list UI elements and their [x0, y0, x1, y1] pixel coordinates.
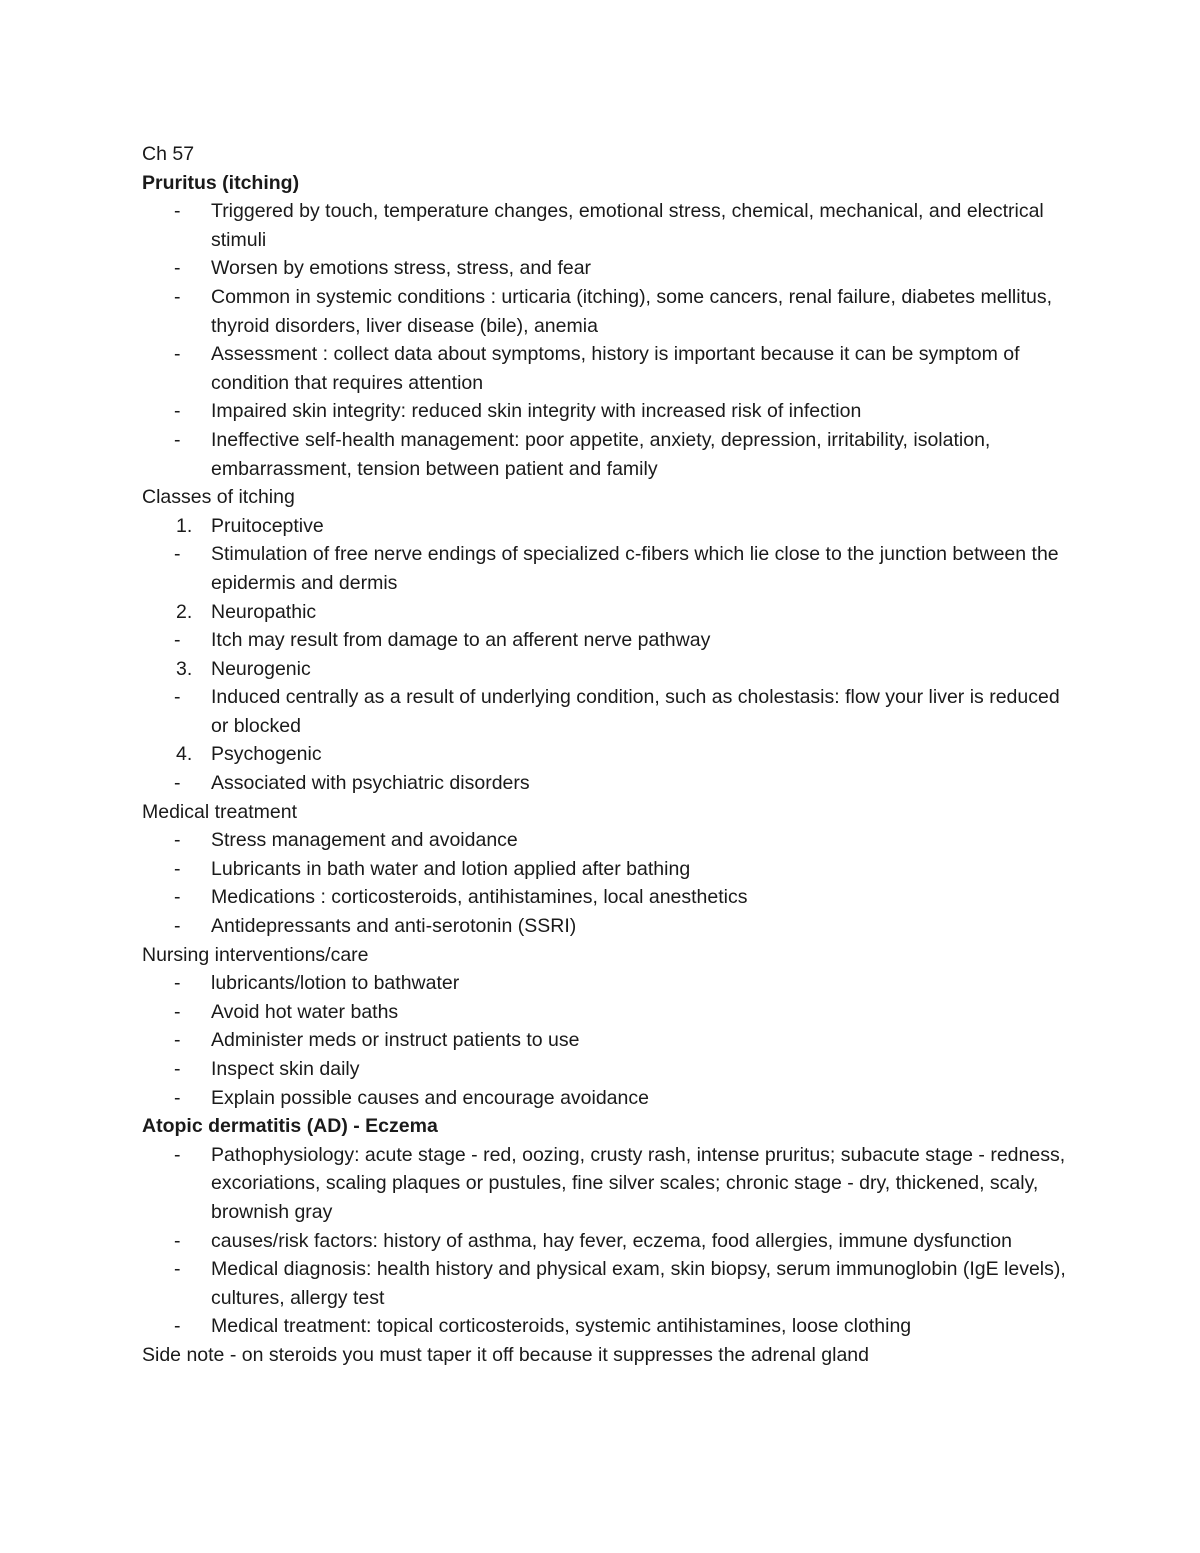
- bullet-dash: -: [174, 1086, 181, 1109]
- medical-treatment-list: [142, 826, 1082, 940]
- item-number: 4.: [176, 743, 193, 766]
- list-item: - Stimulation of free nerve endings of specialized c-fibers which lie close to the junction between the epidermis and dermis: [142, 540, 1082, 597]
- bullet-dash: -: [174, 1029, 181, 1052]
- numbered-item: 2. Neuropathic: [142, 598, 1082, 627]
- list-item: - Impaired skin integrity: reduced skin integrity with increased risk of infection: [142, 397, 1082, 426]
- list-item: - Ineffective self-health management: poor appetite, anxiety, depression, irritability, isolation, embarrassment, tension between patient and family: [142, 426, 1082, 483]
- item-number: 1.: [176, 514, 193, 537]
- bullet-dash: -: [174, 686, 181, 709]
- bullet-dash: -: [174, 886, 181, 909]
- section-heading-nursing: Nursing interventions/care: [142, 943, 369, 966]
- bullet-dash: -: [174, 857, 181, 880]
- classes-list: [142, 512, 1082, 798]
- nursing-list: [142, 969, 1082, 1112]
- list-item: - Lubricants in bath water and lotion applied after bathing: [142, 855, 1082, 884]
- list-item: - Pathophysiology: acute stage - red, oozing, crusty rash, intense pruritus; subacute stage - redness, excoriations, scaling plaques or pustules, fine silver scales; chronic stage - dry, thickened, scaly, brownish gray: [142, 1141, 1082, 1227]
- list-item: - Medical treatment: topical corticosteroids, systemic antihistamines, loose clothing: [142, 1312, 1082, 1341]
- bullet-dash: -: [174, 400, 181, 423]
- list-item: - lubricants/lotion to bathwater: [142, 969, 1082, 998]
- section-heading-atopic-dermatitis: Atopic dermatitis (AD) - Eczema: [142, 1115, 438, 1138]
- bullet-dash: -: [174, 543, 181, 566]
- item-number: 2.: [176, 600, 193, 623]
- list-item: - Itch may result from damage to an afferent nerve pathway: [142, 626, 1082, 655]
- document-body: [142, 140, 1082, 1370]
- section-heading-medical-treatment: Medical treatment: [142, 800, 297, 823]
- chapter-label: Ch 57: [142, 143, 195, 165]
- bullet-dash: -: [174, 1000, 181, 1023]
- bullet-dash: -: [174, 428, 181, 451]
- list-item: - causes/risk factors: history of asthma, hay fever, eczema, food allergies, immune dysfunction: [142, 1227, 1082, 1256]
- list-item: - Inspect skin daily: [142, 1055, 1082, 1084]
- bullet-dash: -: [174, 1143, 181, 1166]
- bullet-dash: -: [174, 829, 181, 852]
- list-item: - Avoid hot water baths: [142, 998, 1082, 1027]
- bullet-dash: -: [174, 1315, 181, 1338]
- numbered-item: 3. Neurogenic: [142, 655, 1082, 684]
- list-item: - Stress management and avoidance: [142, 826, 1082, 855]
- bullet-dash: -: [174, 629, 181, 652]
- list-item: - Triggered by touch, temperature changes, emotional stress, chemical, mechanical, and electrical stimuli: [142, 197, 1082, 254]
- side-note: Side note - on steroids you must taper it off because it suppresses the adrenal gland: [142, 1343, 869, 1366]
- bullet-dash: -: [174, 1258, 181, 1281]
- item-number: 3.: [176, 657, 193, 680]
- section-heading-classes: Classes of itching: [142, 486, 295, 509]
- list-item: - Associated with psychiatric disorders: [142, 769, 1082, 798]
- bullet-dash: -: [174, 200, 181, 223]
- list-item: - Worsen by emotions stress, stress, and fear: [142, 254, 1082, 283]
- list-item: - Antidepressants and anti-serotonin (SSRI): [142, 912, 1082, 941]
- bullet-dash: -: [174, 915, 181, 938]
- list-item: - Assessment : collect data about symptoms, history is important because it can be symptom of condition that requires attention: [142, 340, 1082, 397]
- list-item: - Common in systemic conditions : urticaria (itching), some cancers, renal failure, diabetes mellitus, thyroid disorders, liver disease (bile), anemia: [142, 283, 1082, 340]
- bullet-dash: -: [174, 1058, 181, 1080]
- bullet-dash: -: [174, 257, 181, 280]
- bullet-dash: -: [174, 285, 181, 308]
- pruritus-list: [142, 197, 1082, 483]
- bullet-dash: -: [174, 1229, 181, 1252]
- list-item: - Medications : corticosteroids, antihistamines, local anesthetics: [142, 883, 1082, 912]
- numbered-item: 1. Pruitoceptive: [142, 512, 1082, 541]
- list-item: - Medical diagnosis: health history and physical exam, skin biopsy, serum immunoglobin (IgE levels), cultures, allergy test: [142, 1255, 1082, 1312]
- numbered-item: 4. Psychogenic: [142, 740, 1082, 769]
- bullet-dash: -: [174, 343, 181, 366]
- atopic-list: [142, 1141, 1082, 1341]
- bullet-dash: -: [174, 972, 181, 995]
- section-heading-pruritus: Pruritus (itching): [142, 171, 300, 194]
- list-item: - Explain possible causes and encourage avoidance: [142, 1084, 1082, 1113]
- list-item: - Induced centrally as a result of underlying condition, such as cholestasis: flow your liver is reduced or blocked: [142, 683, 1082, 740]
- list-item: - Administer meds or instruct patients to use: [142, 1026, 1082, 1055]
- bullet-dash: -: [174, 772, 181, 795]
